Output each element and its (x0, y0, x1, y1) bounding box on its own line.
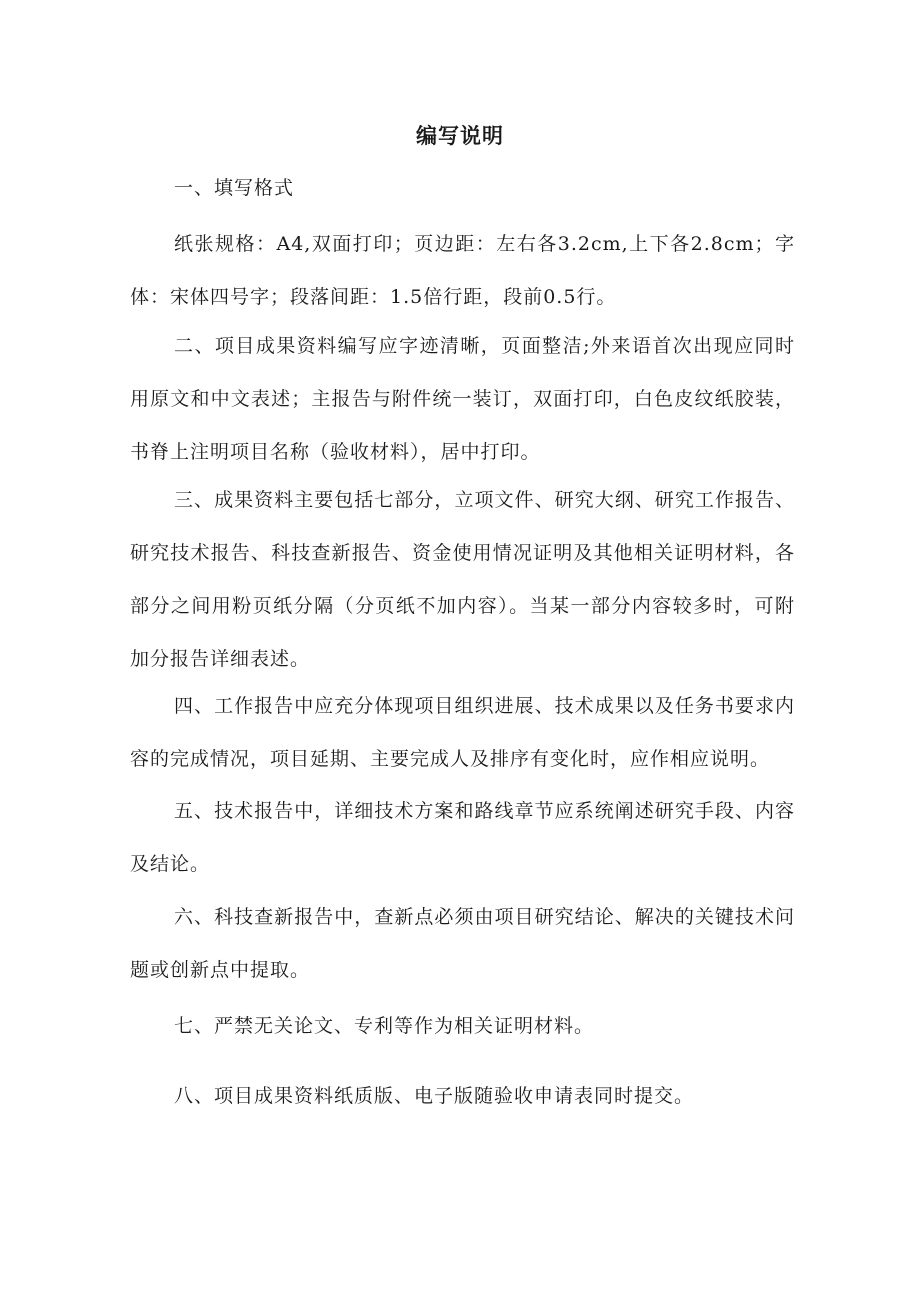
paragraph-item-2: 二、项目成果资料编写应字迹清晰，页面整洁;外来语首次出现应同时用原文和中文表述；主报告与附件统一装订，双面打印，白色皮纹纸胶装，书脊上注明项目名称（验收材料），居中打印。 (130, 335, 795, 463)
paragraph-item-8: 八、项目成果资料纸质版、电子版随验收申请表同时提交。 (174, 1085, 695, 1107)
paragraph-format-spec: 纸张规格：A4,双面打印；页边距：左右各3.2cm,上下各2.8cm；字体：宋体四号字；段落间距：1.5倍行距，段前0.5行。 (130, 233, 795, 308)
paragraph-item-6: 六、科技查新报告中，查新点必须由项目研究结论、解决的关键技术问题或创新点中提取。 (130, 906, 795, 981)
paragraph-item-5: 五、技术报告中，详细技术方案和路线章节应系统阐述研究手段、内容及结论。 (130, 800, 795, 875)
paragraph-item-4: 四、工作报告中应充分体现项目组织进展、技术成果以及任务书要求内容的完成情况，项目延期、主要完成人及排序有变化时，应作相应说明。 (130, 695, 795, 770)
paragraph-item-3: 三、成果资料主要包括七部分，立项文件、研究大纲、研究工作报告、研究技术报告、科技查新报告、资金使用情况证明及其他相关证明材料，各部分之间用粉页纸分隔（分页纸不加内容）。当某一部分内容较多时，可附加分报告详细表述。 (130, 489, 795, 670)
document-title: 编写说明 (416, 124, 504, 148)
paragraph-item-7: 七、严禁无关论文、专利等作为相关证明材料。 (174, 1015, 595, 1037)
section-heading-format: 一、填写格式 (174, 177, 295, 199)
